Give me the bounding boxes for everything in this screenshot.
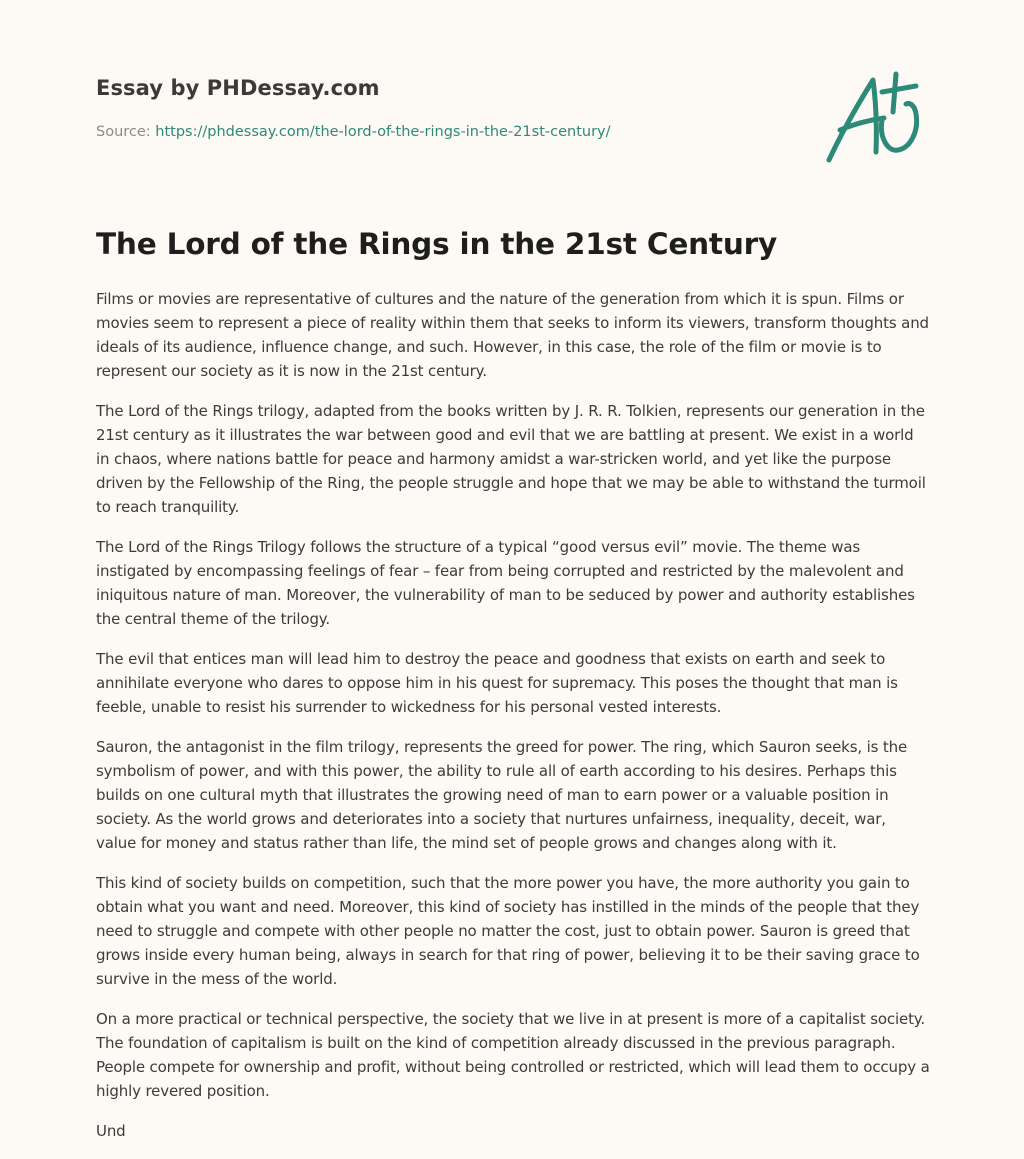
a-plus-logo-icon	[824, 68, 928, 164]
source-line	[96, 124, 611, 140]
paragraph: The Lord of the Rings Trilogy follows the structure of a typical “good versus evil” movie. The theme was instigated by encompassing feelings of fear – fear from being corrupted and restricted by the malevolent and iniquitous nature of man. Moreover, the vulnerability of man to be seduced by power and authority establishes the central theme of the trilogy.	[96, 538, 915, 628]
source-label: Source:	[96, 124, 151, 140]
essay-article	[96, 222, 930, 1159]
paragraph: Films or movies are representative of cultures and the nature of the generation from which it is spun. Films or movies seem to represent a piece of reality within them that seeks to inform its viewers, transform thoughts and ideals of its audience, influence change, and such. However, in this case, the role of the film or movie is to represent our society as it is now in the 21st century.	[96, 290, 929, 380]
paragraph: Sauron, the antagonist in the film trilogy, represents the greed for power. The ring, which Sauron seeks, is the symbolism of power, and with this power, the ability to rule all of earth according to his desires. Perhaps this builds on one cultural myth that illustrates the growing need of man to earn power or a valuable position in society. As the world grows and deteriorates into a society that nurtures unfairness, inequality, deceit, war, value for money and status rather than life, the mind set of people grows and changes along with it.	[96, 738, 908, 852]
page-header	[96, 0, 928, 200]
paragraph: This kind of society builds on competition, such that the more power you have, the more authority you gain to obtain what you want and need. Moreover, this kind of society has instilled in the minds of the people that they need to struggle and compete with other people no matter the cost, just to obtain power. Sauron is greed that grows inside every human being, always in search for that ring of power, believing it to be their saving grace to survive in the mess of the world.	[96, 874, 920, 988]
paragraph: The evil that entices man will lead him to destroy the peace and goodness that exists on earth and seek to annihilate everyone who dares to oppose him in his quest for supremacy. This poses the thought that man is feeble, unable to resist his surrender to wickedness for his personal vested interests.	[96, 650, 898, 716]
paragraph: The Lord of the Rings trilogy, adapted from the books written by J. R. R. Tolkien, represents our generation in the 21st century as it illustrates the war between good and evil that we are battling at present. We exist in a world in chaos, where nations battle for peace and harmony amidst a war-stricken world, and yet like the purpose driven by the Fellowship of the Ring, the people struggle and hope that we may be able to withstand the turmoil to reach tranquility.	[96, 402, 926, 516]
paragraph-truncated: Und	[96, 1122, 126, 1140]
site-title: Essay by PHDessay.com	[96, 76, 380, 100]
article-title: The Lord of the Rings in the 21st Century	[96, 227, 778, 261]
paragraph: On a more practical or technical perspective, the society that we live in at present is more of a capitalist society. The foundation of capitalism is built on the kind of competition already discussed in the previous paragraph. People compete for ownership and profit, without being controlled or restricted, which will lead them to occupy a highly revered position.	[96, 1010, 930, 1100]
source-link[interactable]: https://phdessay.com/the-lord-of-the-rings-in-the-21st-century/	[155, 124, 611, 140]
